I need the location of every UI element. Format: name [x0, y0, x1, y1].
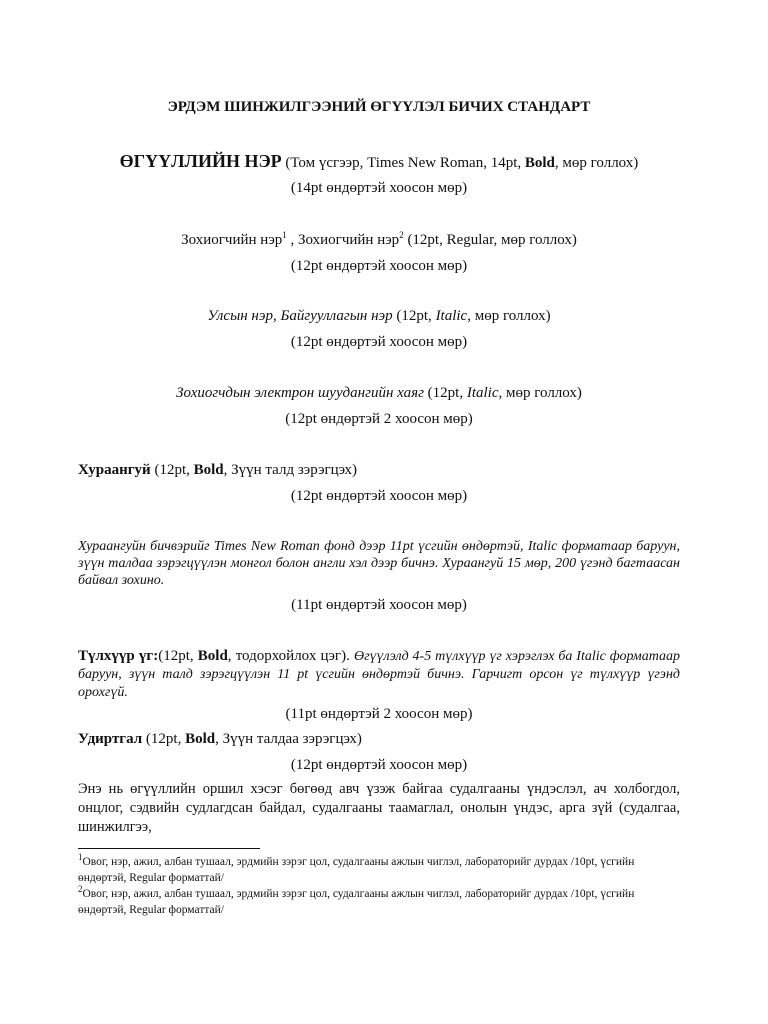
- keywords-format-pre: (12pt,: [158, 648, 198, 664]
- organization-line: [78, 307, 680, 325]
- abstract-heading-pre: (12pt,: [150, 462, 194, 478]
- blank-line-12pt: (12pt өндөртэй хоосон мөр): [290, 488, 468, 504]
- article-name-post: , мөр голлох): [554, 155, 639, 171]
- email-label: Зохиогчдын электрон шуудангийн хаяг: [176, 385, 424, 401]
- blank-line-12pt: (12pt өндөртэй хоосон мөр): [290, 334, 468, 350]
- blank-line-12pt: (12pt өндөртэй хоосон мөр): [290, 258, 468, 274]
- organization-format-italic: Italic: [435, 308, 468, 324]
- email-format-italic: Italic: [466, 385, 499, 401]
- article-name-bold: ӨГҮҮЛЛИЙН НЭР: [119, 151, 282, 171]
- email-line: [78, 384, 680, 402]
- footnote-2-mark: 2: [78, 884, 83, 895]
- introduction-heading-bold-label: Bold: [185, 731, 216, 747]
- introduction-heading-pre: (12pt,: [142, 731, 186, 747]
- footnote-1-mark: 1: [78, 852, 83, 863]
- blank-line-12pt-two: (12pt өндөртэй 2 хоосон мөр): [285, 411, 473, 427]
- authors-format-note: (12pt, Regular, мөр голлох): [403, 232, 577, 248]
- author-1-footnote-mark: 1: [282, 230, 287, 240]
- blank-line-11pt: (11pt өндөртэй хоосон мөр): [291, 597, 467, 613]
- footnote-separator: [78, 848, 260, 849]
- footnote-1-text: Овог, нэр, ажил, албан тушаал, эрдмийн зэрэг цол, судалгааны ажлын чиглэл, лабораторийг дурдах /10pt, үсгийн өндөртэй, Regular форматтай/: [78, 856, 635, 884]
- author-2: , Зохиогчийн нэр: [286, 232, 400, 248]
- article-name-pre: (Том үсгээр, Times New Roman, 14pt,: [281, 155, 525, 171]
- keywords-label: Түлхүүр үг:: [78, 648, 159, 664]
- introduction-heading: [78, 730, 362, 748]
- email-format-pre: (12pt,: [423, 385, 467, 401]
- introduction-heading-bold: Удиртгал: [78, 731, 143, 747]
- introduction-heading-post: , Зүүн талдаа зэрэгцэх): [215, 731, 362, 747]
- keywords-format-post: , тодорхойлох цэг).: [227, 648, 354, 664]
- footnote-2-text: Овог, нэр, ажил, албан тушаал, эрдмийн зэрэг цол, судалгааны ажлын чиглэл, лабораторийг дурдах /10pt, үсгийн өндөртэй, Regular форматтай/: [78, 888, 635, 916]
- keywords-format-bold: Bold: [197, 648, 228, 664]
- article-name-line: [78, 150, 680, 174]
- blank-line-12pt: (12pt өндөртэй хоосон мөр): [290, 757, 468, 773]
- blank-line-11pt-two: (11pt өндөртэй 2 хоосон мөр): [285, 706, 473, 722]
- document-title: ЭРДЭМ ШИНЖИЛГЭЭНИЙ ӨГҮҮЛЭЛ БИЧИХ СТАНДАРТ: [167, 99, 591, 115]
- abstract-heading-bold-label: Bold: [193, 462, 224, 478]
- keywords-paragraph: [78, 647, 680, 701]
- author-2-footnote-mark: 2: [399, 230, 404, 240]
- authors-line: [78, 231, 680, 249]
- organization-name: Улсын нэр, Байгууллагын нэр: [207, 308, 393, 324]
- footnote-2: [78, 886, 678, 918]
- keywords-description: Өгүүлэлд 4-5 түлхүүр үг хэрэглэх ба Italic форматаар баруун, зүүн талд зэрэгцүүлэн 11 pt үсгийн өндөртэй бичнэ. Гарчигт орсон үг түлхүүр үгэнд орохгүй.: [78, 649, 680, 700]
- article-name-bold-label: Bold: [524, 155, 555, 171]
- abstract-heading-bold: Хураангуй: [78, 462, 151, 478]
- abstract-heading: [78, 461, 357, 479]
- organization-format-pre: (12pt,: [392, 308, 436, 324]
- organization-format-post: , мөр голлох): [467, 308, 551, 324]
- introduction-body: Энэ нь өгүүллийн оршил хэсэг бөгөөд авч үзэж байгаа судалгааны үндэслэл, ач холбогдол, онцлог, сэдвийн судлагдсан байдал, судалгааны таамаглал, онолын үндэс, арга зүй (судалгаа, шинжилгээ,: [78, 781, 680, 835]
- author-1: Зохиогчийн нэр: [181, 232, 283, 248]
- email-format-post: , мөр голлох): [498, 385, 582, 401]
- abstract-heading-post: , Зүүн талд зэрэгцэх): [223, 462, 358, 478]
- blank-line-14pt: (14pt өндөртэй хоосон мөр): [290, 180, 468, 196]
- footnote-1: [78, 854, 678, 886]
- abstract-body: Хураангуйн бичвэрийг Times New Roman фонд дээр 11pt үсгийн өндөртэй, Italic форматаар баруун, зүүн талдаа зэрэгцүүлэн монгол болон англи хэл дээр бичнэ. Хураангуй 15 мөр, 200 үгэнд багтаасан байвал зохино.: [78, 539, 680, 588]
